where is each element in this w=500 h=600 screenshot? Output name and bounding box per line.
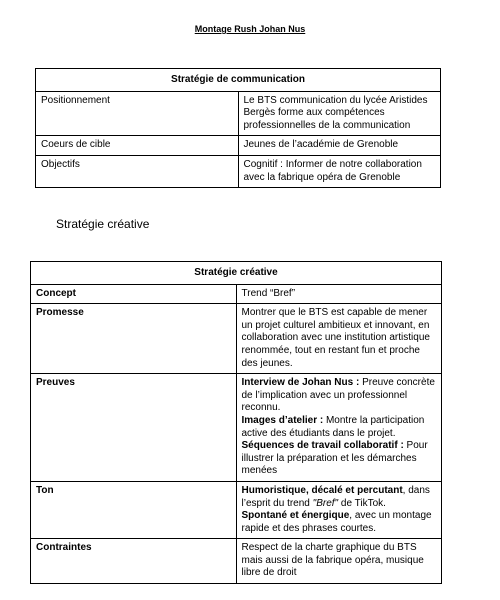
communication-strategy-table <box>35 68 441 188</box>
row-value-ton <box>236 481 442 538</box>
table-header-row <box>31 262 442 285</box>
row-label-concept: Concept <box>31 284 237 304</box>
table-row <box>36 155 441 187</box>
row-value-promesse: Montrer que le BTS est capable de mener un projet culturel ambitieux et innovant, en collaboration avec une institution artistique renommée, tout en restant fun et proche des jeunes. <box>236 304 442 374</box>
table-row <box>36 136 441 156</box>
row-label-promesse: Promesse <box>31 304 237 374</box>
table-row <box>31 539 442 584</box>
row-label-cible: Coeurs de cible <box>36 136 239 156</box>
tone-line-end: de TikTok. <box>338 497 386 509</box>
table-row <box>31 374 442 482</box>
tone-line <box>242 510 437 535</box>
row-label-positionnement: Positionnement <box>36 91 239 136</box>
row-value-cible: Jeunes de l’académie de Grenoble <box>238 136 441 156</box>
row-value-objectifs: Cognitif : Informer de notre collaboration avec la fabrique opéra de Grenoble <box>238 155 441 187</box>
tone-line-text: , dans l’esprit du trend <box>241 484 430 509</box>
tone-line-italic: "Bref" <box>312 497 339 509</box>
proof-item-title: Images d’atelier : <box>241 414 324 426</box>
proof-item-title: Interview de Johan Nus : <box>241 377 360 389</box>
table-row <box>31 284 442 304</box>
proof-item <box>242 415 437 440</box>
row-value-preuves <box>236 374 442 482</box>
tone-line-bold: Spontané et énergique <box>241 510 350 522</box>
row-value-positionnement: Le BTS communication du lycée Aristides Bergès forme aux compétences professionnelles de la communication <box>238 91 441 136</box>
table-row <box>31 481 442 538</box>
tone-line-text: , avec un montage rapide et des phrases courtes. <box>241 510 432 534</box>
row-label-contraintes: Contraintes <box>31 539 237 584</box>
table-row <box>36 91 441 136</box>
tone-line-bold: Humoristique, décalé et percutant <box>241 484 403 496</box>
creative-strategy-table <box>30 261 442 584</box>
table-header: Stratégie de communication <box>36 69 441 92</box>
proof-item-text: Preuve concrète de l’implication avec un professionnel reconnu. <box>241 377 435 414</box>
table-header-row <box>36 69 441 92</box>
tone-line <box>242 485 437 510</box>
proof-item-text: Montre la participation active des étudiants dans le projet. <box>241 414 425 439</box>
row-label-objectifs: Objectifs <box>36 155 239 187</box>
proof-item-title: Séquences de travail collaboratif : <box>241 440 404 452</box>
table-header: Stratégie créative <box>31 262 442 285</box>
proof-item-text: Pour illustrer la préparation et les démarches menées <box>241 440 428 477</box>
proof-item <box>242 440 437 478</box>
row-label-preuves: Preuves <box>31 374 237 482</box>
row-label-ton: Ton <box>31 481 237 538</box>
row-value-concept: Trend “Bref” <box>236 284 442 304</box>
row-value-contraintes: Respect de la charte graphique du BTS mais aussi de la fabrique opéra, musique libre de droit <box>236 539 442 584</box>
section-heading-creative: Stratégie créative <box>56 217 150 231</box>
document-title: Montage Rush Johan Nus <box>194 24 306 34</box>
table-row <box>31 304 442 374</box>
proof-item <box>242 377 437 415</box>
